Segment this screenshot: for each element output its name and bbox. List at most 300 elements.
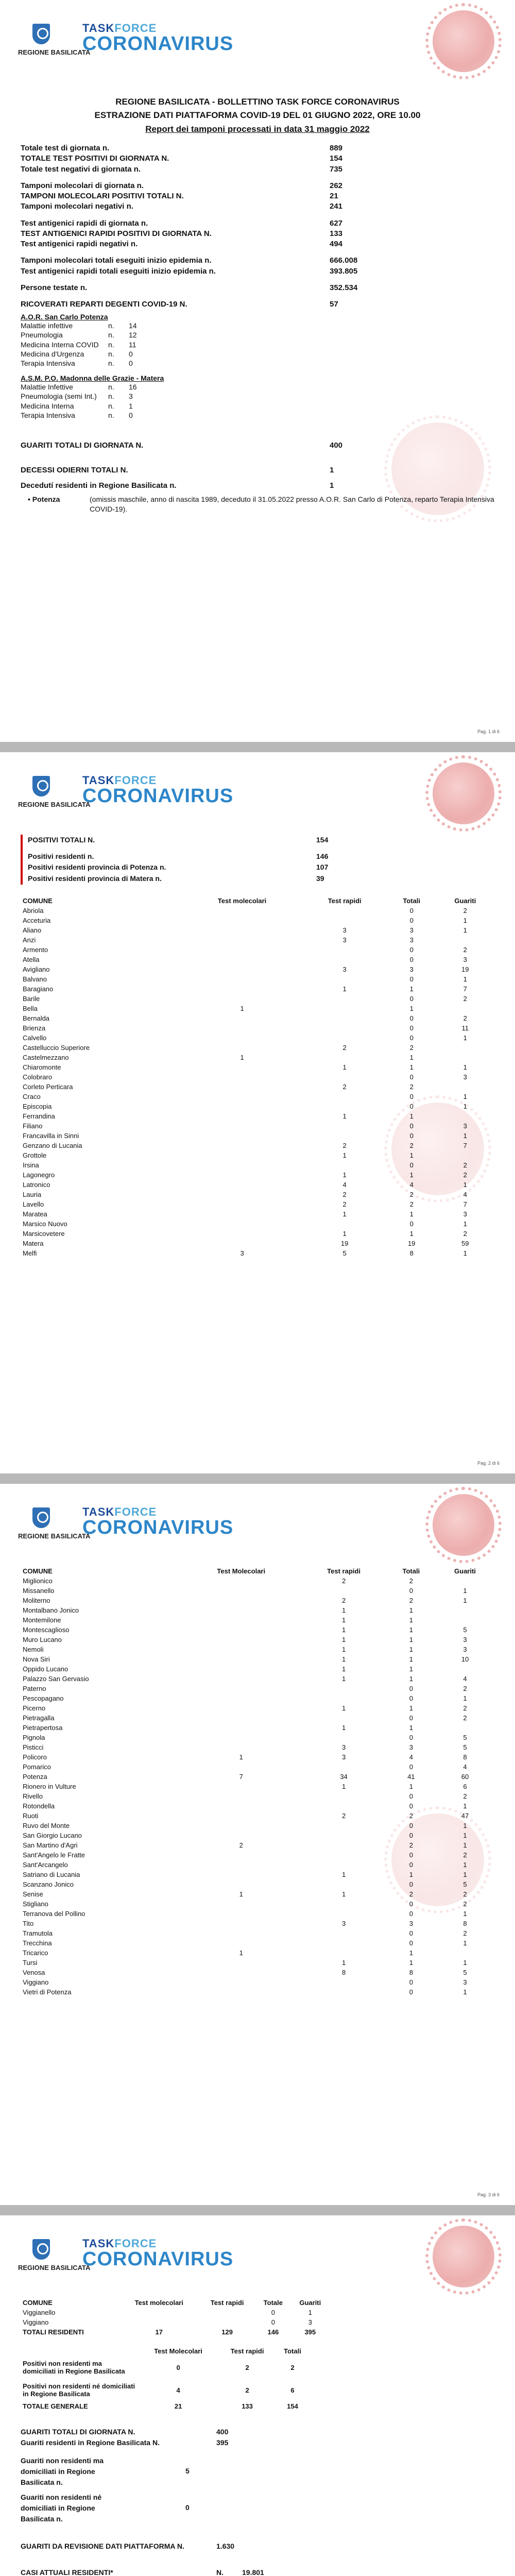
stat-row	[21, 266, 494, 277]
cell-value: 2	[341, 1577, 346, 1585]
table-row	[21, 964, 494, 974]
cell-value	[302, 906, 387, 916]
stat-value: 57	[330, 300, 338, 309]
totali-residenti-row	[21, 2327, 330, 2337]
cell-value: 1	[463, 1587, 467, 1595]
cell-value	[301, 1928, 386, 1938]
cell-value: 2	[409, 1200, 414, 1208]
guariti-non-residenti-block	[21, 2455, 494, 2524]
decesso-comune: • Potenza	[28, 495, 60, 503]
table-row	[21, 1870, 494, 1879]
cell-value: 10	[461, 1655, 469, 1663]
cell-comune: Pomarico	[23, 1763, 51, 1771]
cell-value	[301, 1791, 386, 1801]
cell-value: 7	[463, 1200, 467, 1208]
cell-value: 1	[463, 1832, 467, 1839]
cell-value: 7	[463, 1141, 467, 1149]
table-row	[21, 1239, 494, 1248]
cell-value: 1	[409, 1646, 413, 1653]
table-row	[21, 1733, 494, 1742]
cell-value	[182, 1199, 302, 1209]
table-row	[21, 1013, 494, 1023]
stat-value: 262	[330, 181, 343, 190]
cell-value: 1	[240, 1053, 244, 1061]
table-row	[21, 1576, 494, 1586]
brand-top-a: TASK	[82, 774, 115, 787]
cell-value	[119, 2308, 199, 2317]
cell-value: 0	[409, 906, 414, 914]
cell-comune: Anzi	[23, 936, 36, 944]
cell-value	[182, 1082, 302, 1092]
regione-logo	[18, 1504, 91, 1551]
cell-comune: Sant'Arcangelo	[23, 1861, 68, 1869]
cell-value	[302, 1004, 387, 1013]
cell-value	[436, 1082, 494, 1092]
comuni-table-1	[21, 896, 494, 1258]
table-row	[21, 1170, 494, 1180]
cell-value: 1	[341, 1724, 346, 1732]
cell-value	[301, 1801, 386, 1811]
cell-value: 1	[341, 1871, 346, 1878]
cell-value: 1	[341, 1606, 346, 1614]
cell-value: 1	[409, 1949, 413, 1957]
cell-value: 1	[409, 1871, 413, 1878]
cell-value: 19	[340, 1239, 349, 1247]
cell-value	[302, 974, 387, 984]
cell-value	[181, 1693, 301, 1703]
ward-count: 0	[129, 349, 133, 358]
stat-row	[21, 154, 494, 164]
table-row	[21, 1703, 494, 1713]
table-row	[21, 1801, 494, 1811]
cell-value	[182, 916, 302, 925]
total-cell: 21	[174, 2402, 182, 2410]
cell-value	[301, 1762, 386, 1772]
cell-value	[302, 1023, 387, 1033]
cell-value: 2	[463, 1851, 467, 1859]
cell-value	[181, 1713, 301, 1723]
cell-value: 4	[176, 2386, 180, 2394]
cell-value: 2	[463, 1171, 467, 1179]
guariti-label: GUARITI TOTALI DI GIORNATA N.	[21, 2428, 135, 2436]
table-row	[21, 2379, 309, 2401]
table-row	[21, 974, 494, 984]
cell-value	[301, 1586, 386, 1596]
cell-value: 2	[463, 1714, 467, 1722]
cell-value	[436, 1150, 494, 1160]
page-number: Pag. 1 di 6	[477, 729, 500, 734]
cell-value: 2	[342, 1082, 347, 1091]
stat-row	[21, 164, 494, 175]
cell-value: 1	[463, 1822, 467, 1829]
cell-value: 2	[463, 1929, 467, 1937]
stat-label: Test antigenici rapidi totali eseguiti inizio epidemia n.	[21, 266, 216, 276]
cell-value: 1	[409, 1724, 413, 1732]
stat-row	[21, 181, 494, 191]
taskforce-logo	[82, 2237, 233, 2270]
table-row	[21, 1772, 494, 1782]
table-row	[21, 1209, 494, 1219]
cell-value: 8	[409, 1249, 414, 1257]
positivi-block	[21, 835, 494, 885]
cell-value: 0	[409, 1822, 413, 1829]
cell-value: 1	[341, 1704, 346, 1712]
cell-label: Positivi non residenti né domiciliati in Regione Basilicata	[23, 2382, 135, 2398]
table-row	[21, 1684, 494, 1693]
table-row	[21, 1150, 494, 1160]
cell-value: 3	[409, 1920, 413, 1927]
cell-value	[182, 994, 302, 1004]
brand-main: CORONAVIRUS	[82, 1517, 234, 1538]
cell-comune: Tursi	[23, 1959, 38, 1967]
cell-value: 1	[463, 1249, 467, 1257]
brand-top-b: FORCE	[114, 774, 157, 787]
hospital-title: A.S.M. P.O. Madonna delle Grazie - Matera	[21, 374, 164, 383]
revisione-row: GUARITI DA REVISIONE DATI PIATTAFORMA N. 1.630	[21, 2542, 235, 2550]
page-header	[18, 773, 265, 819]
table-row	[21, 1586, 494, 1596]
ward-count: 12	[129, 331, 137, 340]
cell-value: 0	[409, 1939, 413, 1947]
positivi-label: POSITIVI TOTALI N.	[28, 836, 95, 844]
table-row	[21, 1742, 494, 1752]
total-cell: TOTALE GENERALE	[23, 2402, 88, 2410]
cell-comune: Genzano di Lucania	[23, 1141, 82, 1149]
table-row	[21, 955, 494, 964]
cell-value	[182, 1101, 302, 1111]
cell-value: 8	[463, 1753, 467, 1761]
cell-value: 3	[240, 1249, 244, 1257]
table-row	[21, 1082, 494, 1092]
cell-comune: Missanello	[23, 1587, 55, 1595]
table-row	[21, 994, 494, 1004]
ward-unit: n.	[108, 383, 114, 392]
cell-value: 0	[409, 1714, 413, 1722]
cell-value	[181, 1987, 301, 1997]
cell-value	[302, 1121, 387, 1131]
cell-comune: Castelluccio Superiore	[23, 1043, 90, 1052]
cell-value	[301, 1831, 386, 1840]
cell-comune: Pescopagano	[23, 1694, 64, 1702]
cell-value: 1	[463, 1033, 467, 1042]
cell-value: 2	[463, 1792, 467, 1800]
cell-value: 1	[409, 1616, 413, 1624]
cell-value	[301, 1948, 386, 1958]
regione-shield-icon	[32, 2239, 50, 2260]
cell-value	[181, 1605, 301, 1615]
cell-value	[181, 1733, 301, 1742]
cell-value: 1	[409, 1655, 413, 1663]
cell-comune: Senise	[23, 1890, 43, 1898]
total-cell: TOTALI RESIDENTI	[23, 2328, 84, 2336]
cell-value: 1	[463, 1180, 467, 1189]
cell-value: 1	[342, 1171, 347, 1179]
cell-value: 0	[409, 1073, 414, 1081]
table-row	[21, 1958, 494, 1968]
hospital-title: A.O.R. San Carlo Potenza	[21, 313, 108, 321]
positivi-value: 146	[316, 852, 329, 860]
cell-value: 2	[245, 2363, 249, 2371]
cell-value: 0	[409, 955, 414, 963]
cell-comune: Balvano	[23, 975, 47, 983]
cell-comune: Lavello	[23, 1200, 44, 1208]
cell-value	[301, 1987, 386, 1997]
cell-value: 1	[409, 1636, 413, 1643]
cell-value: 34	[340, 1773, 348, 1781]
positivi-row	[28, 851, 494, 862]
cell-comune: Episcopia	[23, 1102, 52, 1110]
cell-value	[301, 1684, 386, 1693]
cell-value	[436, 1948, 494, 1958]
ward-name: Pneumologia	[21, 331, 63, 340]
cell-value	[182, 906, 302, 916]
stat-row	[21, 191, 494, 201]
ward-name: Pneumologia (semi Int.)	[21, 392, 97, 401]
ward-name: Malattie infettive	[21, 321, 73, 330]
cell-value: 0	[409, 1033, 414, 1042]
cell-value	[182, 1170, 302, 1180]
table-row	[21, 1782, 494, 1791]
cell-value: 0	[409, 1587, 413, 1595]
cell-comune: Marsicovetere	[23, 1229, 65, 1238]
regione-logo	[18, 2236, 91, 2282]
cell-value	[182, 1141, 302, 1150]
cell-value	[181, 1674, 301, 1684]
cell-comune: Grottole	[23, 1151, 47, 1159]
cell-value: 8	[409, 1969, 413, 1976]
ward-count: 16	[129, 383, 137, 392]
cell-value: 3	[463, 1646, 467, 1653]
cell-value	[182, 964, 302, 974]
cell-value: 1	[409, 1112, 414, 1120]
page-4	[0, 2215, 515, 2576]
cell-comune: Ruvo del Monte	[23, 1822, 70, 1829]
cell-value	[181, 1968, 301, 1977]
cell-comune: Venosa	[23, 1969, 45, 1976]
table-row	[21, 1831, 494, 1840]
table-row	[21, 1062, 494, 1072]
cell-value	[302, 1013, 387, 1023]
virus-icon	[433, 2226, 494, 2287]
cell-value: 3	[341, 1743, 346, 1751]
cell-value: 8	[463, 1920, 467, 1927]
cell-value	[181, 1870, 301, 1879]
brand-top-a: TASK	[82, 2237, 115, 2250]
final-total-row	[21, 2567, 494, 2576]
totale-generale-row	[21, 2401, 309, 2411]
cell-comune: Craco	[23, 1092, 41, 1100]
positivi-label: Positivi residenti provincia di Matera n.	[28, 874, 162, 883]
cell-value: 1	[342, 1151, 347, 1159]
cell-value: 1	[341, 1655, 346, 1663]
cell-comune: Oppido Lucano	[23, 1665, 68, 1673]
cell-value	[181, 1703, 301, 1713]
table-row	[21, 1229, 494, 1239]
cell-value	[181, 1596, 301, 1605]
cell-comune: Pignola	[23, 1734, 45, 1741]
guariti-label: Guariti residenti in Regione Basilicata N.	[21, 2438, 160, 2447]
cell-value	[182, 984, 302, 994]
total-cell: 154	[287, 2402, 298, 2410]
table-row	[21, 984, 494, 994]
cell-value: 1	[409, 1151, 414, 1159]
cell-value	[182, 1092, 302, 1101]
cell-value: 1	[341, 1783, 346, 1790]
table-row	[21, 1160, 494, 1170]
cell-value	[182, 945, 302, 955]
cell-value: 7	[463, 985, 467, 993]
cell-value: 2	[342, 1190, 347, 1198]
table-row	[21, 1938, 494, 1948]
page-3	[0, 1484, 515, 2205]
cell-comune: Marsico Nuovo	[23, 1219, 67, 1228]
table-row	[21, 1092, 494, 1101]
ward-name: Terapia Intensiva	[21, 359, 75, 368]
table-row	[21, 1043, 494, 1053]
cell-value: 5	[342, 1249, 347, 1257]
cell-value: 1	[463, 1802, 467, 1810]
cell-comune: Muro Lucano	[23, 1636, 62, 1643]
stat-value: 627	[330, 218, 343, 228]
cell-comune: Satriano di Lucania	[23, 1871, 80, 1878]
cell-value: 1	[342, 1112, 347, 1120]
guariti-row	[21, 2492, 494, 2524]
cell-value	[181, 1635, 301, 1645]
total-cell: 395	[304, 2328, 316, 2336]
brand-main: CORONAVIRUS	[82, 2248, 234, 2270]
column-header: Totali	[402, 1567, 420, 1575]
cell-value	[181, 1782, 301, 1791]
regione-logo	[18, 773, 91, 819]
cell-comune: Vietri di Potenza	[23, 1988, 72, 1996]
cell-comune: San Giorgio Lucano	[23, 1832, 82, 1839]
table-row	[21, 925, 494, 935]
table-row	[21, 1899, 494, 1909]
cell-value	[182, 1209, 302, 1219]
cell-value: 1	[463, 1092, 467, 1100]
cell-value: 1	[463, 1939, 467, 1947]
virus-icon	[433, 10, 494, 72]
stat-label: Tamponi molecolari di giornata n.	[21, 181, 144, 190]
cell-value	[181, 1811, 301, 1821]
table-row	[21, 1889, 494, 1899]
cell-value	[182, 1023, 302, 1033]
cell-value: 1	[341, 1626, 346, 1634]
cell-value	[302, 1101, 387, 1111]
table-row	[21, 1190, 494, 1199]
table-row	[21, 2317, 330, 2327]
cell-value: 2	[409, 1043, 414, 1052]
cell-value: 0	[409, 1092, 414, 1100]
cell-value: 0	[409, 916, 414, 924]
cell-comune: Lagonegro	[23, 1171, 55, 1179]
table-row	[21, 1791, 494, 1801]
regione-shield-icon	[32, 24, 50, 44]
cell-comune: Melfi	[23, 1249, 37, 1257]
guariti-label: Guariti non residenti ma domiciliati in Regione Basilicata n.	[21, 2456, 104, 2486]
cell-value	[181, 1821, 301, 1831]
decesso-row	[21, 495, 494, 515]
cell-value: 4	[463, 1763, 467, 1771]
cell-value: 59	[461, 1239, 469, 1247]
comuni-table-2	[21, 1566, 494, 1997]
hospital-san-carlo	[21, 313, 494, 368]
decessi-row: DECESSI ODIERNI TOTALI N. 1	[21, 466, 334, 475]
table-row	[21, 1072, 494, 1082]
cell-value: 2	[409, 1890, 413, 1898]
cell-value: 0	[409, 1861, 413, 1869]
stat-label: Totale test negativi di giornata n.	[21, 164, 141, 174]
cell-value: 0	[409, 1014, 414, 1022]
ward-unit: n.	[108, 411, 114, 419]
cell-value	[181, 1576, 301, 1586]
cell-value	[181, 1625, 301, 1635]
cell-comune: Montescaglioso	[23, 1626, 70, 1634]
cell-value: 3	[341, 1753, 346, 1761]
cell-value: 1	[409, 1959, 413, 1967]
cell-value	[182, 1111, 302, 1121]
column-header: Test molecolari	[134, 2299, 183, 2307]
cell-value: 2	[342, 1043, 347, 1052]
cell-value	[182, 1150, 302, 1160]
cell-value: 2	[463, 1900, 467, 1908]
cell-value	[302, 1219, 387, 1229]
cell-comune: Montemilone	[23, 1616, 61, 1624]
cell-value	[436, 1664, 494, 1674]
column-header: Test rapidi	[328, 896, 362, 905]
cell-value: 0	[409, 1880, 413, 1888]
cell-value: 0	[271, 2309, 275, 2316]
table-row	[21, 1004, 494, 1013]
cell-value: 1	[342, 1063, 347, 1071]
cell-value: 6	[290, 2386, 295, 2394]
column-header: Test rapidi	[230, 2347, 264, 2355]
stat-row	[21, 201, 494, 212]
cell-value	[181, 1586, 301, 1596]
table-row	[21, 1605, 494, 1615]
cell-comune: Acceturia	[23, 916, 51, 924]
cell-value: 0	[409, 1832, 413, 1839]
positivi-label: Positivi residenti provincia di Potenza n.	[28, 863, 166, 872]
ward-unit: n.	[108, 359, 114, 368]
cell-value	[302, 955, 387, 964]
cell-value	[182, 955, 302, 964]
cell-value: 3	[342, 936, 347, 944]
stat-value: 393.805	[330, 266, 358, 276]
table-row	[21, 2308, 330, 2317]
cell-value: 5	[463, 1626, 467, 1634]
table-row	[21, 1674, 494, 1684]
cell-value: 1	[409, 1171, 414, 1179]
cell-value	[301, 1938, 386, 1948]
decessi-list	[21, 495, 494, 515]
cell-value	[181, 1791, 301, 1801]
table-row	[21, 1860, 494, 1870]
cell-value	[181, 1762, 301, 1772]
stat-row	[21, 229, 494, 239]
ward-row	[21, 382, 494, 392]
cell-value	[436, 1576, 494, 1586]
cell-comune: Montalbano Jonico	[23, 1606, 79, 1614]
cell-value: 0	[409, 1131, 414, 1140]
page-header	[18, 1504, 265, 1551]
cell-comune: Aliano	[23, 926, 42, 934]
cell-comune: Tramutola	[23, 1929, 53, 1937]
cell-value	[301, 1850, 386, 1860]
stat-label: TOTALE TEST POSITIVI DI GIORNATA N.	[21, 154, 169, 163]
cell-value	[301, 1977, 386, 1987]
extraction-title: ESTRAZIONE DATI PIATTAFORMA COVID-19 DEL 01 GIUGNO 2022, ORE 10.00	[94, 110, 421, 121]
